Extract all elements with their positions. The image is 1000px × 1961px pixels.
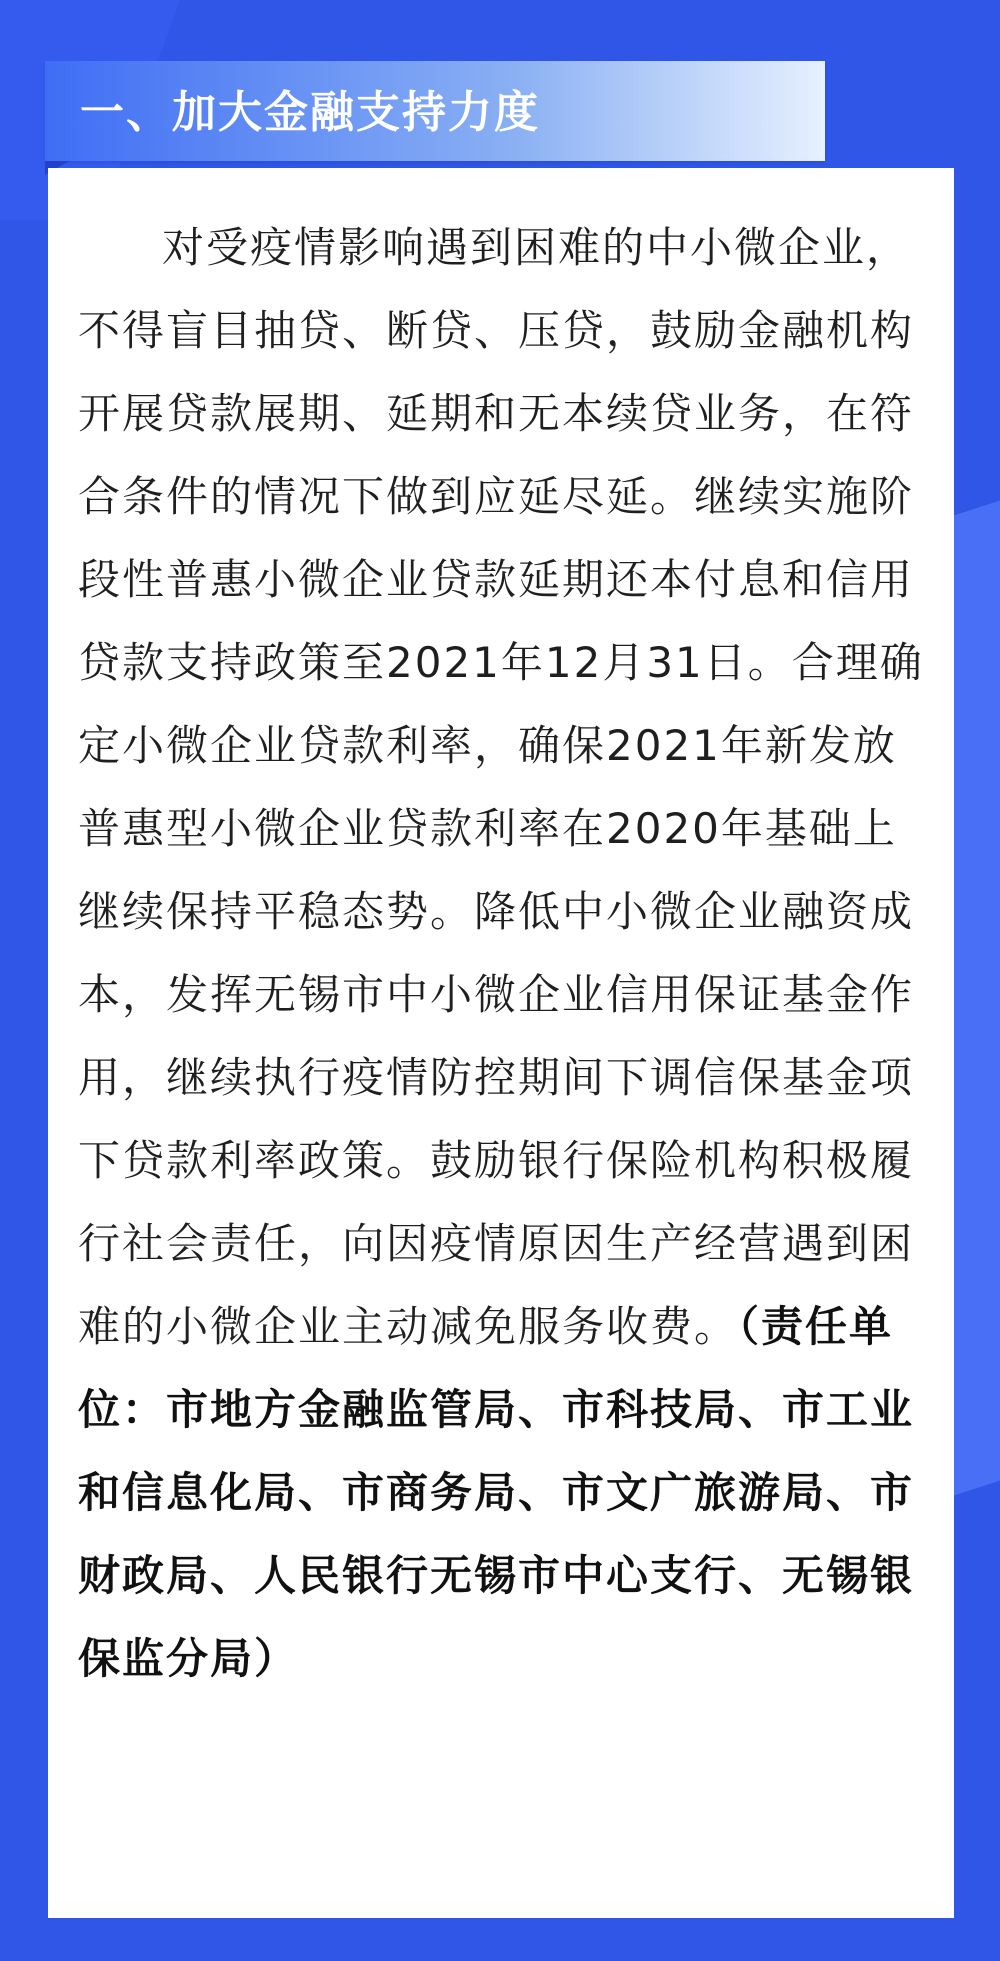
section-title: 一、加大金融支持力度 [80, 87, 540, 138]
section-title-banner [45, 61, 825, 161]
policy-paragraph [78, 206, 930, 1700]
responsible-units: （责任单位：市地方金融监管局、市科技局、市工业和信息化局、市商务局、市文广旅游局、市财政局、人民银行无锡市中心支行、无锡银保监分局） [78, 1302, 915, 1683]
policy-body-text: 对受疫情影响遇到困难的中小微企业，不得盲目抽贷、断贷、压贷，鼓励金融机构开展贷款展期、延期和无本续贷业务，在符合条件的情况下做到应延尽延。继续实施阶段性普惠小微企业贷款延期还本付息和信用贷款支持政策至2021年12月31日。合理确定小微企业贷款利率，确保2021年新发放普惠型小微企业贷款利率在2020年基础上继续保持平稳态势。降低中小微企业融资成本，发挥无锡市中小微企业信用保证基金作用，继续执行疫情防控期间下调信保基金项下贷款利率政策。鼓励银行保险机构积极履行社会责任，向因疫情原因生产经营遇到困难的小微企业主动减免服务收费。 [78, 223, 924, 1351]
content-panel [48, 168, 954, 1918]
